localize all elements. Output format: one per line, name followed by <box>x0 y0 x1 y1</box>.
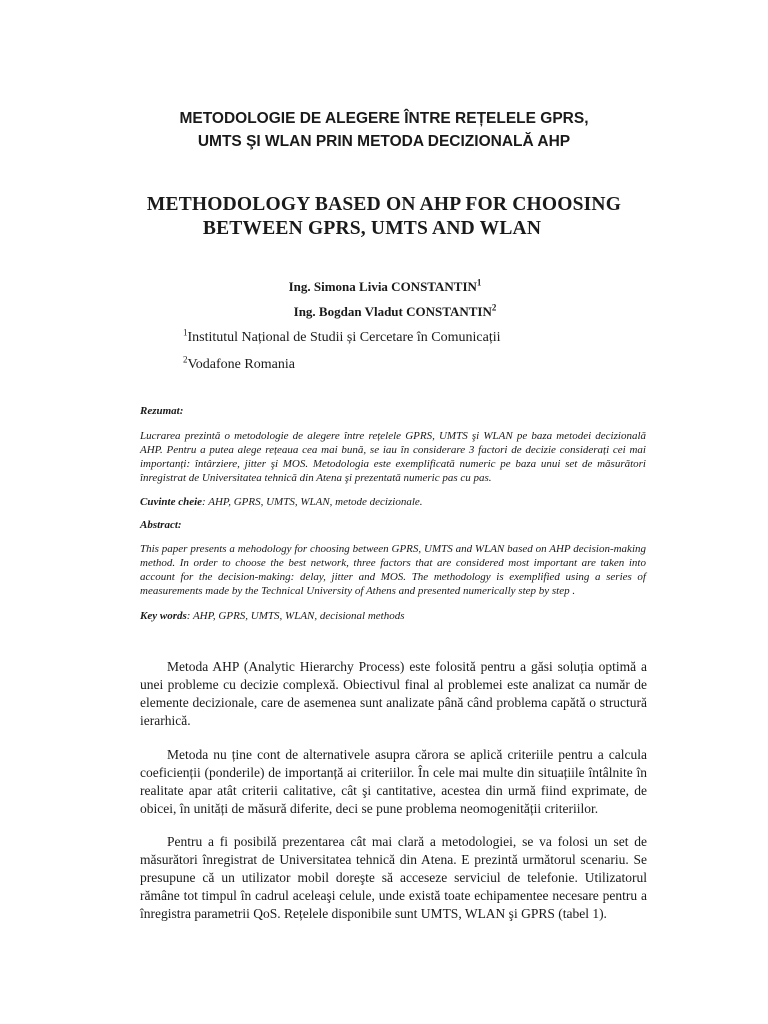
body-paragraph-3: Pentru a fi posibilă prezentarea cât mai clară a metodologiei, se va folosi un set de măsurători înregistrat de Universitatea tehnică din Atena. E prezintă următorul scenariu. Se presupune că un utilizator mobil doreşte să acceseze serviciul de telefonie. Utilizatorul rămâne tot timpul în cadrul aceleaşi celule, unde există toate echipamentee necesare pentru a înregistra parametrii QoS. Rețelele disponibile sunt UMTS, WLAN şi GPRS (tabel 1). <box>140 834 647 921</box>
affiliation-1 <box>183 327 501 346</box>
body-paragraph-1: Metoda AHP (Analytic Hierarchy Process) este folosită pentru a găsi soluția optimă a unei probleme cu decizie complexă. Obiectivul final al problemei este analizat ca număr de elemente decizionale, care de asemenea sunt analizate până când problema capătă o structură ierarhică. <box>140 659 647 728</box>
affiliation-2-text: Vodafone Romania <box>187 357 295 372</box>
title-romanian-line-1: METODOLOGIE DE ALEGERE ÎNTRE REȚELELE GPRS, <box>179 110 589 127</box>
affiliation-1-superscript: 1 <box>183 327 188 338</box>
body-paragraph-2: Metoda nu ține cont de alternativele asupra cărora se aplică criteriile pentru a calcula coeficienții (ponderile) de importanță ai criteriilor. În cele mai multe din situațiile întâlnite în realitate apar atât criterii calitative, cât şi cantitative, acestea din urmă fiind exprimate, de obicei, în unități de măsură diferite, deci se pune problema neomogenității criteriilor. <box>140 747 647 816</box>
rezumat-text: Lucrarea prezintă o metodologie de alegere între rețelele GPRS, UMTS şi WLAN pe baza metodei decizională AHP. Pentru a putea alege rețeaua cea mai bună, se iau în considerare 3 factori de decizie considerați cei mai importanți: întârziere, jitter şi MOS. Metodologia este exemplificată numeric pe baza unui set de măsurători înregistrat de Universitatea tehnică din Atena şi prezentată numeric pas cu pas. <box>140 430 646 484</box>
affiliation-2-superscript: 2 <box>183 354 188 365</box>
author-1-name: Ing. Simona Livia CONSTANTIN <box>288 279 477 294</box>
author-2 <box>11 304 768 320</box>
key-words-text: : AHP, GPRS, UMTS, WLAN, decisional methods <box>186 610 405 622</box>
abstract-heading: Abstract: <box>140 519 182 531</box>
title-romanian-line-2: UMTS ŞI WLAN PRIN METODA DECIZIONALĂ AHP <box>197 133 571 150</box>
author-2-name: Ing. Bogdan Vladut CONSTANTIN <box>293 304 492 319</box>
affiliation-2 <box>183 354 295 373</box>
cuvinte-cheie-label: Cuvinte cheie <box>140 496 203 508</box>
cuvinte-cheie-text: : AHP, GPRS, UMTS, WLAN, metode decizionale. <box>202 496 423 508</box>
key-words <box>140 610 405 622</box>
key-words-label: Key words <box>140 610 187 622</box>
author-2-superscript: 2 <box>491 302 497 313</box>
title-english-line-2: BETWEEN GPRS, UMTS AND WLAN <box>202 218 542 239</box>
abstract-text: This paper presents a mehodology for choosing between GPRS, UMTS and WLAN based on AHP decision-making method. In order to choose the best network, three factors that are considered most important are taken into account for the decision-making: delay, jitter and MOS. The methodology is exemplified using a series of measurements made by the Technical University of Athens and presented numerically step by step . <box>140 543 646 597</box>
cuvinte-cheie <box>140 496 423 508</box>
title-english-line-1: METHODOLOGY BASED ON AHP FOR CHOOSING <box>146 194 622 215</box>
author-1-superscript: 1 <box>476 277 482 288</box>
rezumat-heading: Rezumat: <box>140 405 184 417</box>
author-1 <box>1 279 768 295</box>
affiliation-1-text: Institutul Național de Studii și Cercetare în Comunicații <box>187 330 501 345</box>
